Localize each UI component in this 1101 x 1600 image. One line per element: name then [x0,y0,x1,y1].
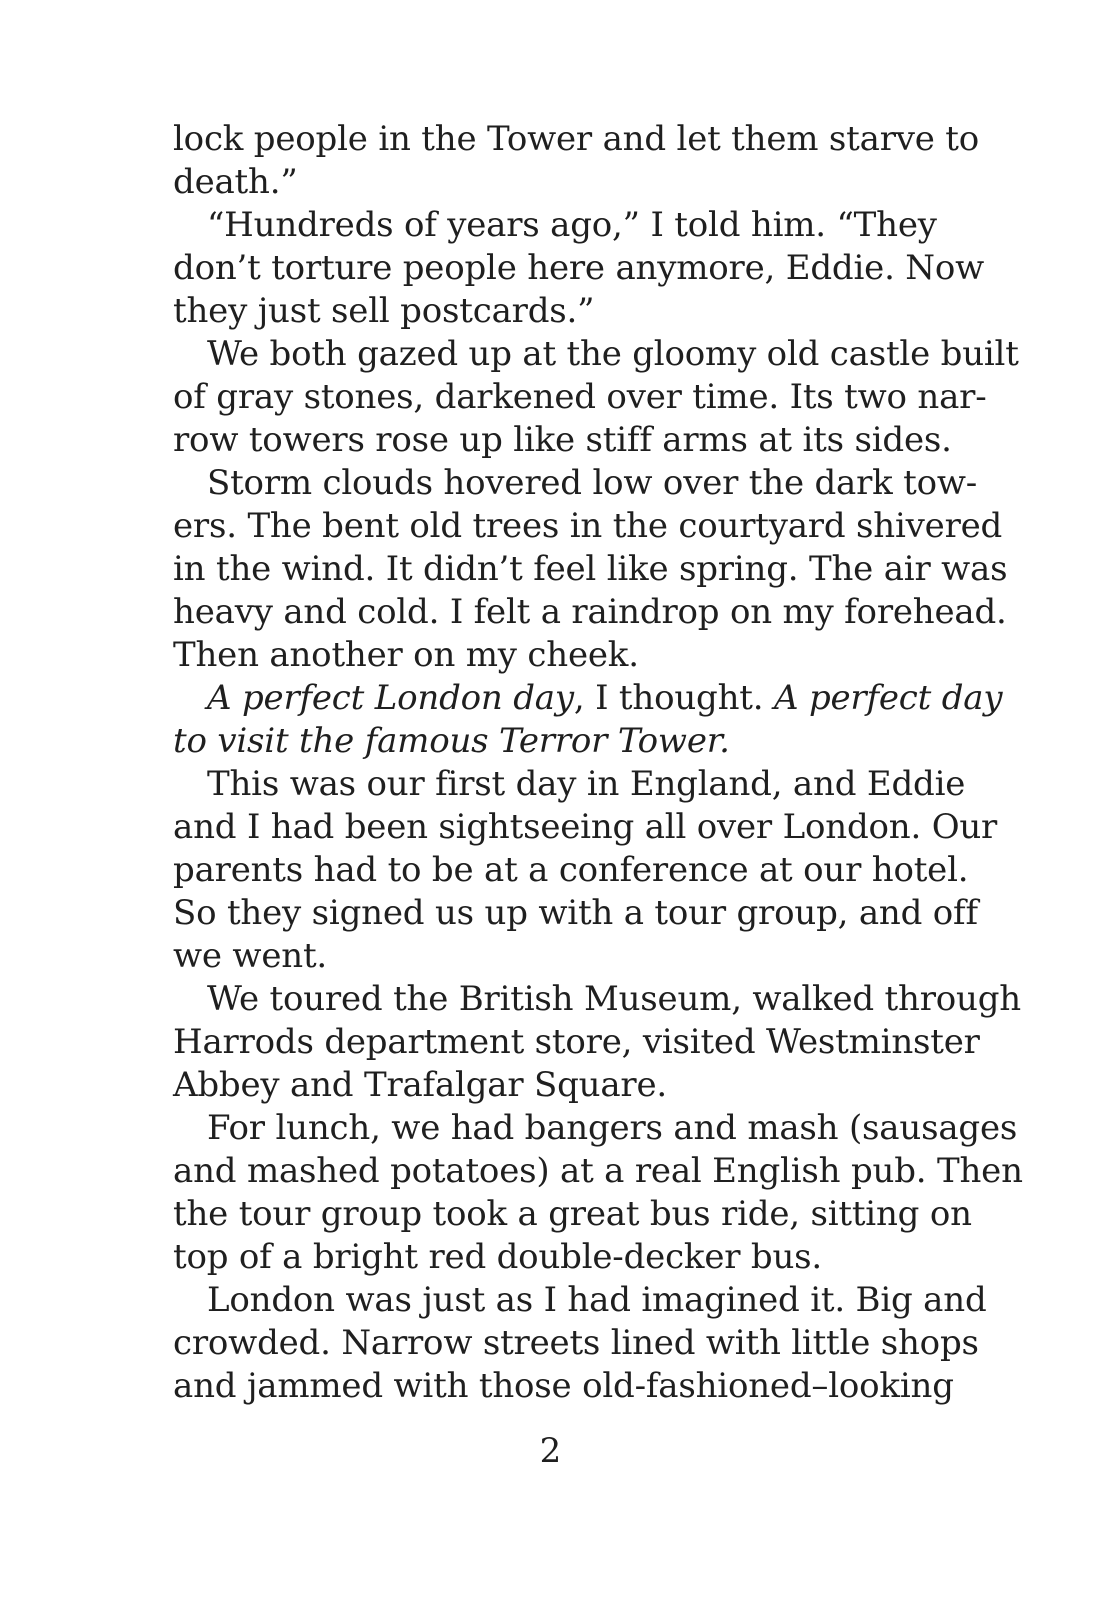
text-line-13: Then another on my cheek. [173,635,639,675]
text-line-1: lock people in the Tower and let them starve to [173,119,980,159]
text-line-3: “Hundreds of years ago,” I told him. “They [207,205,937,245]
text-line-25: and mashed potatoes) at a real English pub. Then [173,1151,1023,1191]
text-line-14 [173,677,1003,720]
text-line-15: to visit the famous Terror Tower. [173,721,730,761]
text-line-21: We toured the British Museum, walked through [207,979,1021,1019]
text-line-8: row towers rose up like stiff arms at its sides. [173,420,952,460]
text-line-19: So they signed us up with a tour group, and off [173,893,978,933]
text-line-2: death.” [173,162,298,202]
text-line-11: in the wind. It didn’t feel like spring. The air was [173,549,1008,589]
text-line-29: crowded. Narrow streets lined with little shops [173,1323,979,1363]
text-line-4: don’t torture people here anymore, Eddie. Now [173,248,985,288]
text-line-28: London was just as I had imagined it. Big and [207,1280,987,1320]
text-line-12: heavy and cold. I felt a raindrop on my forehead. [173,592,1007,632]
text-line-7: of gray stones, darkened over time. Its two nar- [173,377,987,417]
text-line-6: We both gazed up at the gloomy old castle built [207,334,1019,374]
text-line-24: For lunch, we had bangers and mash (sausages [207,1108,1018,1148]
text-line-9: Storm clouds hovered low over the dark tow- [207,463,978,503]
text-line-22: Harrods department store, visited Westminster [173,1022,980,1062]
body-text [173,118,1023,1408]
thought-phrase: , I thought. [573,678,774,718]
text-line-10: ers. The bent old trees in the courtyard shivered [173,506,1003,546]
text-line-5: they just sell postcards.” [173,291,595,331]
page-number: 2 [539,1431,562,1471]
text-line-20: we went. [173,936,328,976]
text-line-27: top of a bright red double-decker bus. [173,1237,823,1277]
text-line-26: the tour group took a great bus ride, sitting on [173,1194,972,1234]
text-line-30: and jammed with those old-fashioned–looking [173,1366,954,1406]
italic-phrase-london-day: A perfect London day [207,678,574,718]
text-line-16: This was our first day in England, and Eddie [207,764,966,804]
italic-phrase-perfect-day: A perfect day [773,678,1003,718]
text-line-23: Abbey and Trafalgar Square. [173,1065,667,1105]
text-line-17: and I had been sightseeing all over London. Our [173,807,998,847]
text-line-18: parents had to be at a conference at our hotel. [173,850,969,890]
